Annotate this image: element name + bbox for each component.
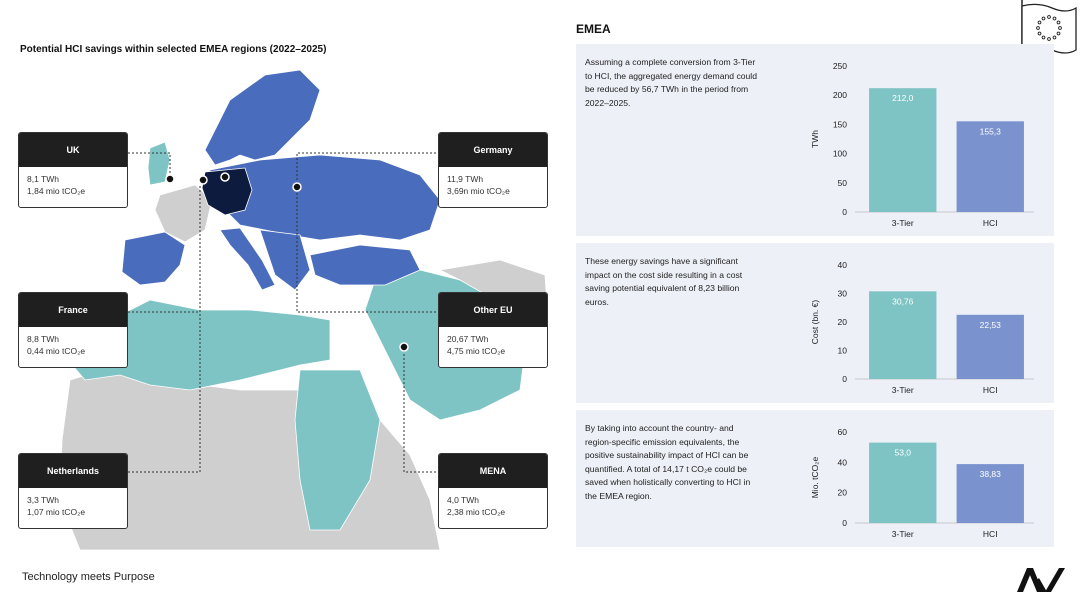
card-germany-twh: 11,9 TWh [447,174,484,184]
card-germany [438,132,548,208]
uk-marker [166,175,174,183]
card-uk-title: UK [19,133,127,167]
chart-category-label: HCI [982,385,998,395]
card-mena-twh: 4,0 TWh [447,495,479,505]
chart-value-label: 155,3 [979,126,1001,137]
card-netherlands-title: Netherlands [19,454,127,488]
card-france-twh: 8,8 TWh [27,334,59,344]
panel-energy-text: Assuming a complete conversion from 3-Tier to HCI, the aggregated energy demand could be reduced by 56,7 TWh in the period from 2022–2025. [585,57,757,108]
chart-ytick-label: 200 [832,90,847,101]
chart-ytick-label: 50 [837,177,847,188]
chart-ytick-label: 100 [832,148,847,159]
card-netherlands-twh: 3,3 TWh [27,495,59,505]
mena-marker [400,343,408,351]
chart-ytick-label: 150 [832,119,847,130]
chart-ytick-label: 40 [837,457,847,468]
chart-ytick-label: 250 [832,61,847,71]
card-uk-twh: 8,1 TWh [27,174,59,184]
chart-ylabel: TWh [810,130,820,148]
panel-energy [576,44,1054,236]
chart-category-label: 3-Tier [891,529,914,539]
chart-ylabel: Mio. tCO₂e [810,456,820,499]
card-netherlands-co2: 1,07 mio tCO₂e [27,507,86,517]
card-other-eu-twh: 20,67 TWh [447,334,489,344]
other-eu-marker [293,183,301,191]
chart-bar [869,88,936,212]
chart-category-label: HCI [982,529,998,539]
chart-ylabel: Cost (bn. €) [810,299,820,345]
emea-map [0,60,560,550]
card-netherlands [18,453,128,529]
chart-ytick-label: 0 [842,207,847,217]
chart-ytick-label: 30 [837,288,847,299]
card-germany-co2: 3,69n mio tCO₂e [447,186,510,196]
card-france-title: France [19,293,127,327]
panel-cost-text: These energy savings have a significant impact on the cost side resulting in a cost saving potential equivalent of 8,23 billion euros. [585,256,743,307]
card-uk-co2: 1,84 mio tCO₂e [27,186,86,196]
chart-ytick-label: 20 [837,317,847,327]
chart-energy [794,44,1054,236]
card-france [18,292,128,368]
card-other-eu [438,292,548,368]
chart-value-label: 38,83 [979,469,1001,480]
germany-marker [221,173,229,181]
panel-emissions [576,410,1054,547]
chart-category-label: 3-Tier [891,218,914,228]
chart-ytick-label: 40 [837,260,847,270]
footer-tagline: Technology meets Purpose [22,571,155,583]
chart-value-label: 30,76 [892,296,914,307]
card-mena [438,453,548,529]
company-logo-icon [1015,566,1067,594]
chart-emissions [794,410,1054,547]
chart-ytick-label: 0 [842,518,847,528]
card-mena-co2: 2,38 mio tCO₂e [447,507,506,517]
chart-value-label: 22,53 [979,319,1001,330]
chart-ytick-label: 10 [837,345,847,356]
chart-ytick-label: 60 [837,427,847,437]
chart-value-label: 53,0 [894,447,912,458]
emea-title: EMEA [576,22,611,36]
panel-cost [576,243,1054,403]
chart-value-label: 212,0 [892,93,914,104]
card-other-eu-co2: 4,75 mio tCO₂e [447,346,506,356]
chart-category-label: 3-Tier [891,385,914,395]
card-germany-title: Germany [439,133,547,167]
card-mena-title: MENA [439,454,547,488]
chart-cost [794,243,1054,403]
card-france-co2: 0,44 mio tCO₂e [27,346,86,356]
netherlands-marker [199,176,207,184]
map-title: Potential HCI savings within selected EMEA regions (2022–2025) [20,44,327,55]
panel-emissions-text: By taking into account the country- and region-specific emission equivalents, the positive sustainability impact of HCI can be quantified. A total of 14,17 t CO₂e could be saved when holistically converting to HCI in the EMEA region. [585,423,751,501]
chart-category-label: HCI [982,218,998,228]
chart-ytick-label: 0 [842,374,847,384]
card-other-eu-title: Other EU [439,293,547,327]
card-uk [18,132,128,208]
chart-ytick-label: 20 [837,487,847,498]
